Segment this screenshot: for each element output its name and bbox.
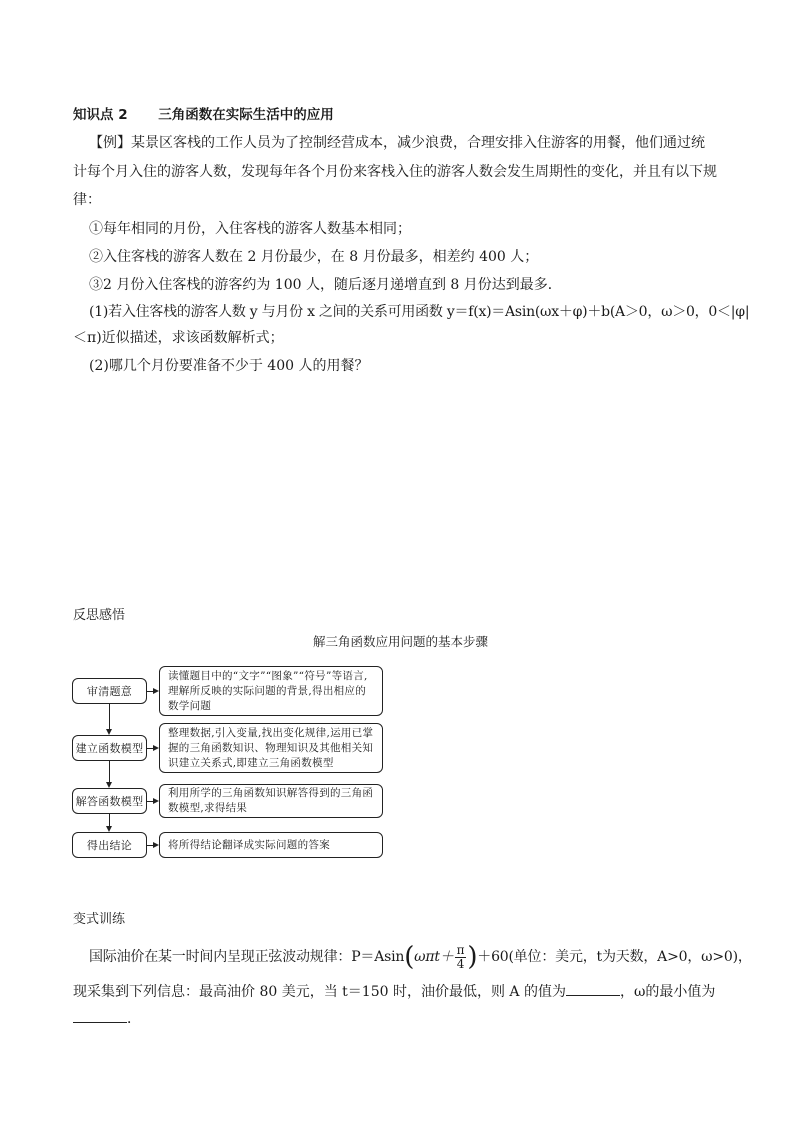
fraction-numerator: π [456, 942, 465, 957]
example-line-2: 计每个月入住的游客人数，发现每年各个月份来客栈入住的游客人数会发生周期性的变化，并且有以下规 [73, 164, 717, 180]
step-box-build-model [72, 735, 147, 761]
question-2: (2)哪几个月份要准备不少于 400 人的用餐？ [89, 358, 369, 374]
variant-formula-prefix: 国际油价在某一时间内呈现正弦波动规律：P＝Asin [89, 949, 405, 965]
connector-2-3 [109, 761, 110, 782]
desc-text-solve-model: 利用所学的三角函数知识解答得到的三角函数模型,求得结果 [168, 787, 374, 814]
desc-text-build-model: 整理数据,引入变量,找出变化规律,运用已掌握的三角函数知识、物理知识及其他相关知识建立关系式,即建立三角函数模型 [168, 726, 374, 769]
variant-line-3-end: ． [127, 1011, 141, 1027]
step-box-solve-model [72, 788, 147, 814]
question-1-line-2: ＜π)近似描述，求该函数解析式； [73, 330, 284, 346]
variant-line-2-mid: ，ω的最小值为 [619, 984, 716, 1000]
desc-box-build-model [159, 723, 383, 773]
right-paren-glyph: ) [467, 942, 478, 972]
connector-1-2 [109, 704, 110, 729]
answer-blank-A[interactable] [566, 981, 620, 996]
connector-3-4 [109, 814, 110, 826]
desc-text-conclusion: 将所得结论翻译成实际问题的答案 [168, 838, 330, 851]
desc-text-understand: 读懂题目中的“文字”“图象”“符号”等语言,理解所反映的实际问题的背景,得出相应的数学问题 [168, 669, 368, 712]
reflection-label: 反思感悟 [73, 608, 126, 623]
arrow-2-3 [106, 782, 112, 788]
example-rule-3: ③2 月份入住客栈的游客约为 100 人，随后逐月递增直到 8 月份达到最多． [89, 277, 562, 293]
variant-label: 变式训练 [73, 912, 126, 927]
answer-blank-omega[interactable] [73, 1008, 127, 1023]
desc-box-understand [159, 666, 383, 716]
example-rule-1: ①每年相同的月份，入住客栈的游客人数基本相同； [89, 221, 411, 237]
example-rule-2: ②入住客栈的游客人数在 2 月份最少，在 8 月份最多，相差约 400 人； [89, 249, 539, 265]
variant-omega-pi-t: ωπt＋ [414, 949, 454, 965]
variant-line-2-text: 现采集到下列信息：最高油价 80 美元，当 t＝150 时，油价最低，则 A 的值为 [73, 984, 566, 1000]
section-heading-title: 三角函数在实际生活中的应用 [158, 107, 334, 123]
step-box-conclusion [72, 832, 147, 858]
section-heading [73, 105, 334, 125]
left-paren-glyph: ( [404, 942, 415, 972]
variant-line-2 [73, 981, 715, 1002]
section-heading-number: 知识点 2 [73, 107, 128, 123]
desc-box-solve-model [159, 784, 383, 818]
flowchart-title: 解三角函数应用问题的基本步骤 [313, 634, 489, 649]
desc-box-conclusion [159, 832, 383, 858]
step-label-solve-model: 解答函数模型 [75, 794, 144, 808]
step-label-build-model: 建立函数模型 [75, 741, 144, 755]
step-label-understand: 审清题意 [86, 684, 133, 698]
step-label-conclusion: 得出结论 [86, 838, 133, 852]
fraction-denominator: 4 [456, 956, 465, 971]
variant-formula-suffix: ＋60(单位：美元，t为天数，A>0，ω>0)， [477, 949, 752, 965]
example-line-1: 【例】某景区客栈的工作人员为了控制经营成本，减少浪费，合理安排入住游客的用餐，他们通过统 [89, 135, 705, 151]
question-1-line-1: (1)若入住客栈的游客人数 y 与月份 x 之间的关系可用函数 y＝f(x)＝Asin(ωx＋φ)＋b(A＞0，ω＞0，0＜|φ| [89, 304, 750, 320]
variant-line-3 [73, 1008, 141, 1029]
pi-over-four-fraction [455, 944, 467, 971]
variant-line-1 [89, 940, 752, 974]
arrow-3-4 [106, 826, 112, 832]
step-box-understand [72, 678, 147, 704]
example-line-3: 律： [73, 192, 101, 208]
arrow-1-2 [106, 729, 112, 735]
